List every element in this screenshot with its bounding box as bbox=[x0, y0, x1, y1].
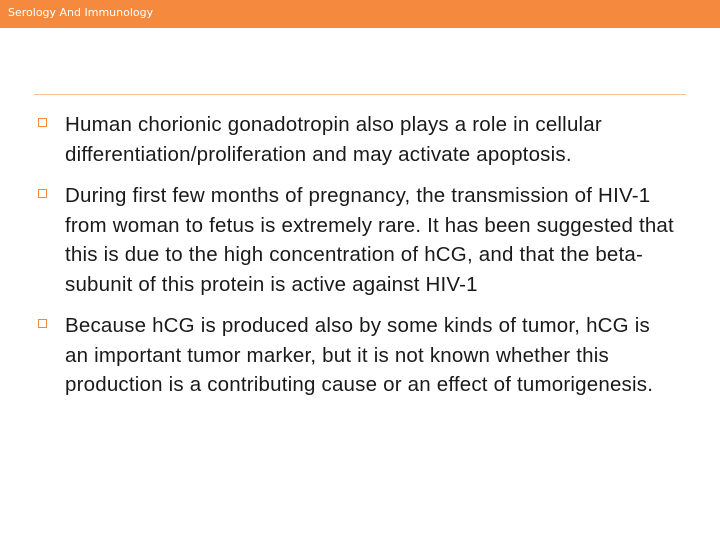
bullet-list bbox=[38, 110, 678, 412]
bullet-text: During first few months of pregnancy, the transmission of HIV-1 from woman to fetus is extremely rare. It has been suggested that this is due to the high concentration of hCG, and that the beta-subunit of this protein is active against HIV-1 bbox=[65, 184, 674, 296]
bullet-item bbox=[38, 110, 678, 169]
header-bar bbox=[0, 0, 720, 28]
hollow-square-bullet-icon bbox=[38, 118, 47, 127]
bullet-text: Human chorionic gonadotropin also plays a role in cellular differentiation/proliferation and may activate apoptosis. bbox=[65, 113, 602, 166]
bullet-item bbox=[38, 311, 678, 400]
bullet-text: Because hCG is produced also by some kinds of tumor, hCG is an important tumor marker, but it is not known whether this production is a contributing cause or an effect of tumorigenesis. bbox=[65, 314, 654, 396]
title-divider bbox=[34, 94, 686, 95]
header-title: Serology And Immunology bbox=[8, 6, 154, 19]
bullet-item bbox=[38, 181, 678, 299]
hollow-square-bullet-icon bbox=[38, 319, 47, 328]
hollow-square-bullet-icon bbox=[38, 189, 47, 198]
